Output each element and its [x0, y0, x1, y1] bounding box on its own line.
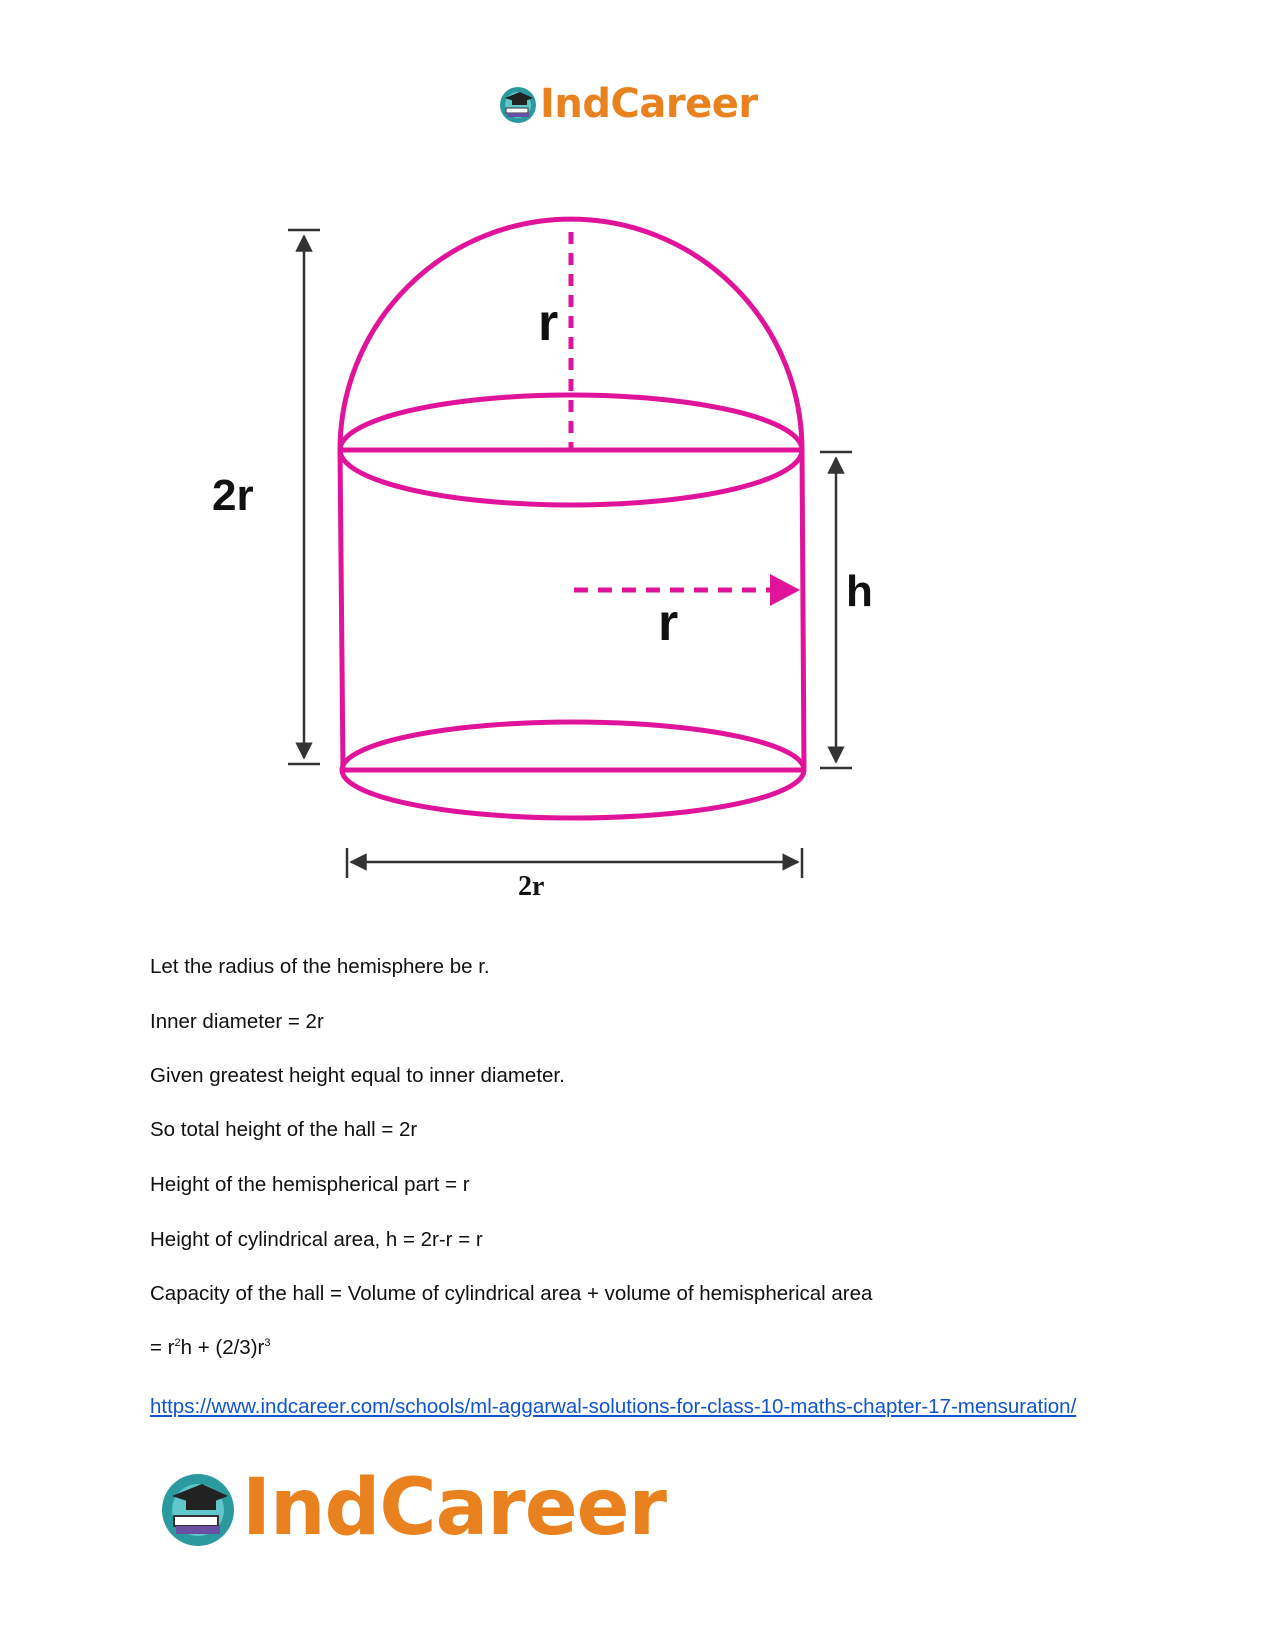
logo-text: IndCareer: [540, 81, 758, 127]
formula-exponent-3: 3: [264, 1337, 271, 1349]
formula-prefix: = r: [150, 1336, 175, 1359]
label-base-width: 2r: [518, 871, 545, 902]
graduation-cap-globe-icon: [158, 1468, 238, 1548]
formula-middle: h + (2/3)r: [180, 1336, 265, 1359]
cylinder-left-side: [340, 450, 343, 770]
solution-line-5: Height of the hemispherical part = r: [150, 1173, 470, 1196]
solution-line-2: Inner diameter = 2r: [150, 1010, 324, 1033]
solution-line-6: Height of cylindrical area, h = 2r-r = r: [150, 1228, 483, 1251]
logo-text: IndCareer: [242, 1463, 666, 1553]
footer-logo: [158, 1460, 666, 1556]
capacity-formula: [150, 1336, 271, 1361]
label-total-height: 2r: [212, 471, 254, 520]
solution-line-7: Capacity of the hall = Volume of cylindrical area + volume of hemispherical area: [150, 1282, 873, 1305]
solution-line-4: So total height of the hall = 2r: [150, 1118, 418, 1141]
source-link[interactable]: https://www.indcareer.com/schools/ml-aggarwal-solutions-for-class-10-maths-chapter-17-mensuration/: [150, 1395, 1077, 1418]
formula-exponent-2: 2: [174, 1337, 181, 1349]
label-cylinder-height: h: [846, 567, 873, 616]
label-hemisphere-radius: r: [538, 294, 559, 352]
cylinder-radius-arrowhead: [770, 574, 800, 606]
cylinder-right-side: [802, 450, 804, 770]
label-cylinder-radius: r: [658, 594, 679, 652]
solution-line-3: Given greatest height equal to inner diameter.: [150, 1064, 565, 1087]
solution-line-1: Let the radius of the hemisphere be r.: [150, 955, 490, 978]
